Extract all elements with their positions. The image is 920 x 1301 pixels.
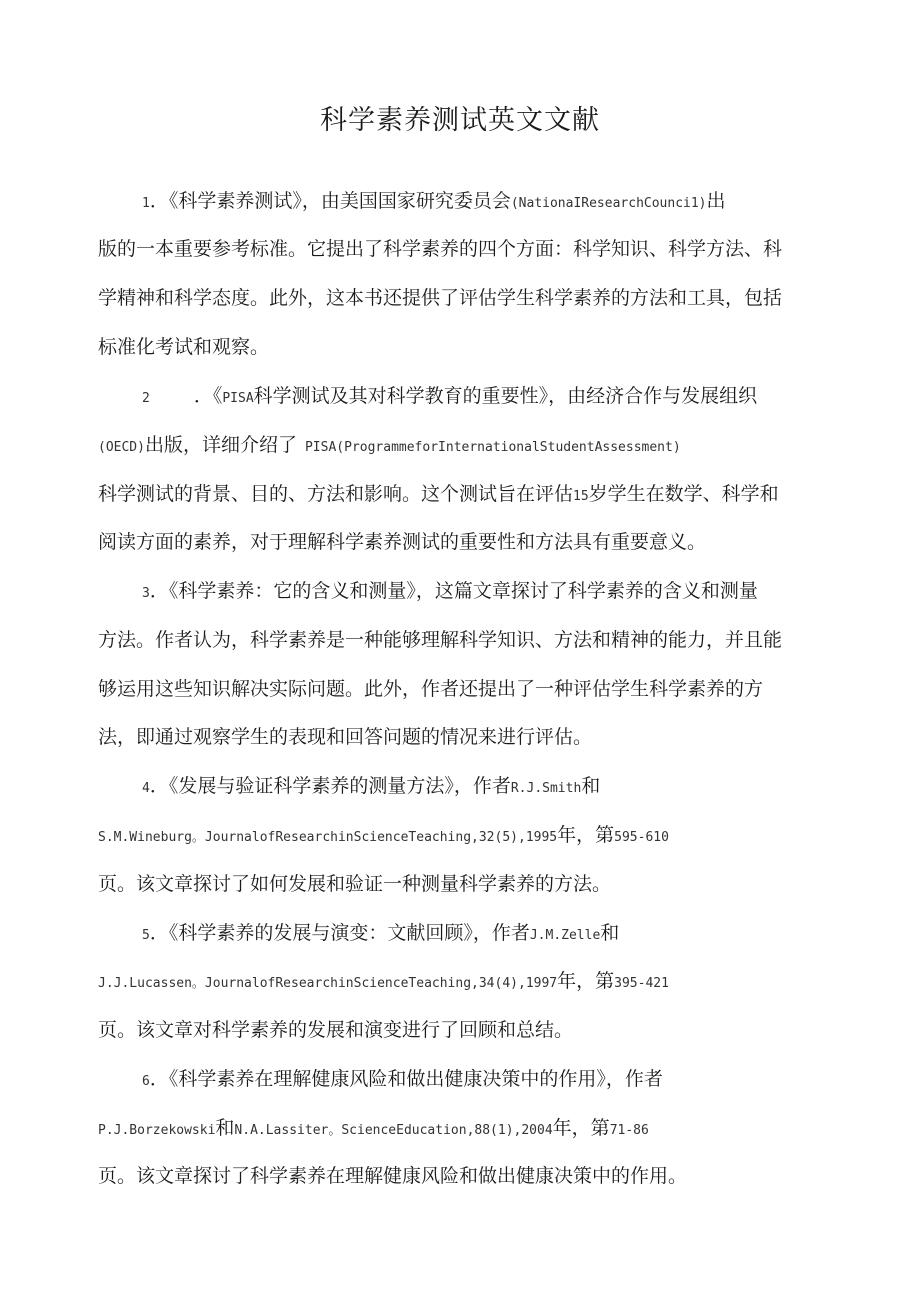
entry-english-text: P.J.Borzekowski bbox=[98, 1123, 216, 1138]
entry-english-text: PISA(ProgrammeforInternationalStudentAssessment) bbox=[304, 440, 681, 455]
entry-2-heading bbox=[142, 383, 757, 412]
entry-text: 和 bbox=[581, 775, 601, 797]
entry-number: 4 bbox=[142, 781, 150, 796]
entry-text: 和 bbox=[600, 922, 620, 944]
entry-text: 年，第 bbox=[552, 1117, 610, 1139]
entry-english-text: 71-86 bbox=[609, 1123, 649, 1138]
entry-english-text: (OECD) bbox=[98, 440, 145, 455]
entry-3-heading bbox=[142, 578, 758, 607]
entry-5-line bbox=[98, 968, 669, 997]
entry-text: ．《科学素养：它的含义和测量》，这篇文章探讨了科学素养的含义和测量 bbox=[149, 580, 758, 602]
entry-text: ．《科学素养的发展与演变：文献回顾》，作者 bbox=[149, 922, 530, 944]
entry-english-text: S.M.Wineburg。JournalofResearchinScienceTeaching,32(5),1995 bbox=[98, 830, 558, 845]
entry-english-text: PISA bbox=[222, 391, 254, 406]
entry-5-heading bbox=[142, 920, 619, 949]
entry-3-line: 够运用这些知识解决实际问题。此外，作者还提出了一种评估学生科学素养的方 bbox=[98, 678, 764, 700]
entry-text: 科学测试的背景、目的、方法和影响。这个测试旨在评估 bbox=[98, 483, 574, 505]
entry-6-line: 页。该文章探讨了科学素养在理解健康风险和做出健康决策中的作用。 bbox=[98, 1165, 688, 1187]
entry-text: 出 bbox=[706, 190, 726, 212]
entry-text: 岁学生在数学、科学和 bbox=[588, 483, 779, 505]
entry-text: 年，第 bbox=[557, 824, 615, 846]
entry-1-line: 版的一本重要参考标准。它提出了科学素养的四个方面：科学知识、科学方法、科 bbox=[98, 238, 783, 260]
entry-6-heading bbox=[142, 1066, 663, 1095]
page-title: 科学素养测试英文文献 bbox=[320, 105, 600, 136]
entry-1-line: 学精神和科学态度。此外，这本书还提供了评估学生科学素养的方法和工具，包括 bbox=[98, 287, 783, 309]
entry-text: ．《科学素养在理解健康风险和做出健康决策中的作用》，作者 bbox=[149, 1068, 663, 1090]
entry-english-text: N.A.Lassiter。ScienceEducation,88(1),2004 bbox=[234, 1123, 553, 1138]
entry-english-text: J.M.Zelle bbox=[529, 928, 601, 943]
entry-6-line bbox=[98, 1115, 649, 1144]
entry-3-line: 法，即通过观察学生的表现和回答问题的情况来进行评估。 bbox=[98, 726, 593, 748]
entry-text: 科学测试及其对科学教育的重要性》，由经济合作与发展组织 bbox=[253, 385, 758, 407]
entry-text: ．《发展与验证科学素养的测量方法》，作者 bbox=[149, 775, 511, 797]
entry-text: 出版，详细介绍了 bbox=[144, 434, 297, 456]
entry-number: 3 bbox=[142, 586, 150, 601]
entry-1-heading bbox=[142, 188, 726, 217]
entry-4-line: 页。该文章探讨了如何发展和验证一种测量科学素养的方法。 bbox=[98, 873, 612, 895]
entry-text: 和 bbox=[215, 1117, 235, 1139]
entry-english-text: (NationaIResearchCounci1) bbox=[510, 196, 707, 211]
entry-number: 1 bbox=[142, 196, 150, 211]
entry-2-line bbox=[98, 481, 779, 510]
entry-english-text: 395-421 bbox=[614, 976, 669, 991]
entry-3-line: 方法。作者认为，科学素养是一种能够理解科学知识、方法和精神的能力，并且能 bbox=[98, 629, 783, 651]
entry-english-text: 595-610 bbox=[614, 830, 669, 845]
entry-text: 年，第 bbox=[557, 970, 615, 992]
entry-5-line: 页。该文章对科学素养的发展和演变进行了回顾和总结。 bbox=[98, 1019, 574, 1041]
entry-1-line: 标准化考试和观察。 bbox=[98, 336, 270, 358]
entry-4-heading bbox=[142, 773, 600, 802]
entry-english-text: 15 bbox=[573, 489, 589, 504]
entry-number: 5 bbox=[142, 928, 150, 943]
entry-4-line bbox=[98, 822, 669, 851]
entry-2-line bbox=[98, 432, 681, 461]
entry-english-text: R.J.Smith bbox=[510, 781, 582, 796]
entry-number: 6 bbox=[142, 1074, 150, 1089]
entry-number: 2 bbox=[142, 391, 150, 406]
entry-text: ．《 bbox=[193, 385, 223, 407]
entry-text: ．《科学素养测试》，由美国国家研究委员会 bbox=[149, 190, 511, 212]
entry-english-text: J.J.Lucassen。JournalofResearchinScienceTeaching,34(4),1997 bbox=[98, 976, 558, 991]
entry-2-line: 阅读方面的素养，对于理解科学素养测试的重要性和方法具有重要意义。 bbox=[98, 531, 707, 553]
